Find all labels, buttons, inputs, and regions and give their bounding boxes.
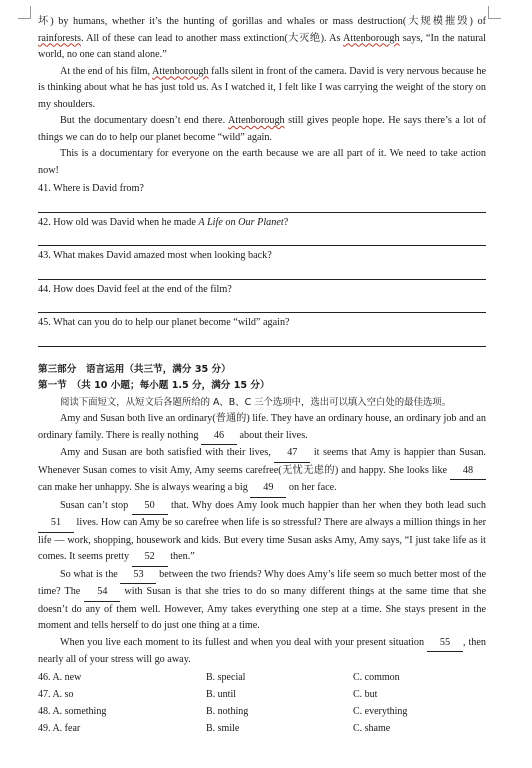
blank-51[interactable]: 51	[38, 515, 74, 533]
answer-line[interactable]	[38, 231, 486, 246]
option-a[interactable]: 47. A. so	[38, 688, 74, 700]
option-c[interactable]: C. everything	[353, 705, 408, 717]
option-c[interactable]: C. shame	[353, 722, 391, 734]
blank-46[interactable]: 46	[201, 428, 237, 446]
question-45: 45. What can you do to help our planet become “wild” again?	[38, 317, 290, 328]
option-b[interactable]: B. special	[206, 671, 246, 683]
option-b[interactable]: B. smile	[206, 722, 240, 734]
crop-mark-top-right	[488, 6, 501, 19]
question-41: 41. Where is David from?	[38, 183, 144, 194]
spellcheck-word: rainforests	[38, 32, 81, 44]
passage-paragraph: At the end of his film, Attenborough falls silent in front of the camera. David is very nervous because he is thinking about what he has just told us. As I watched it, I felt like I was carrying the weight of the story on my shoulders.	[38, 65, 486, 110]
passage-paragraph: This is a documentary for everyone on the earth because we are all part of it. We need to take action now!	[38, 148, 486, 176]
option-b[interactable]: B. nothing	[206, 705, 249, 717]
blank-52[interactable]: 52	[132, 549, 168, 567]
cloze-paragraph: So what is the 53 between the two friends? Why does Amy’s life seem so much better most of the time? The 54 with Susan is that she tries to do so many different things at the same time that she doesn’t do any of them well. However, Amy takes everything one step at a time. She stays present in the moment and tells herself to do just one thing at a time.	[38, 568, 486, 631]
blank-48[interactable]: 48	[450, 463, 486, 481]
answer-line[interactable]	[38, 198, 486, 213]
subsection-heading: 第一节 （共 10 小题；每小题 1.5 分，满分 15 分）	[38, 380, 270, 391]
spellcheck-word: Attenborough	[343, 32, 400, 44]
question-43: 43. What makes David amazed most when looking back?	[38, 250, 272, 261]
passage-paragraph: But the documentary doesn’t end there. Attenborough still gives people hope. He says there’s a lot of things we can do to help our planet become “wild” again.	[38, 115, 486, 143]
section-heading: 第三部分 语言运用（共三节，满分 35 分）	[38, 363, 231, 375]
instruction-text: 阅读下面短文，从短文后各题所给的 A、B、C 三个选项中，选出可以填入空白处的最佳选项。	[60, 396, 451, 408]
blank-49[interactable]: 49	[250, 480, 286, 498]
option-c[interactable]: C. but	[353, 688, 378, 700]
option-b[interactable]: B. until	[206, 688, 237, 700]
option-c[interactable]: C. common	[353, 671, 400, 683]
option-a[interactable]: 48. A. something	[38, 705, 107, 717]
blank-55[interactable]: 55	[427, 635, 463, 653]
crop-mark-top-left	[18, 6, 31, 19]
cloze-paragraph: Amy and Susan both live an ordinary(普通的) life. They have an ordinary house, an ordinary job and an ordinary family. There is really nothing 46 about their lives.	[38, 411, 486, 445]
question-44: 44. How does David feel at the end of the film?	[38, 283, 232, 295]
answer-line[interactable]	[38, 298, 486, 313]
cloze-paragraph: Amy and Susan are both satisfied with their lives, 47 it seems that Amy is happier than Susan. Whenever Susan comes to visit Amy, Amy seems carefree(无忧无虑的) and happy. She looks like 48 can make her unhappy. She is always wearing a big 49 on her face.	[38, 445, 486, 498]
blank-53[interactable]: 53	[120, 567, 156, 585]
answer-line[interactable]	[38, 265, 486, 280]
exam-page	[38, 14, 486, 737]
cloze-paragraph: Susan can’t stop 50 that. Why does Amy look much happier than her when they both lead such 51 lives. How can Amy be so carefree when life is so stressful? There are always a million things in her life — work, shopping, housework and kids. But every time Susan asks Amy, Amy says, “I just take life as it comes. It seems pretty 52 then.”	[38, 498, 486, 567]
spellcheck-word: Attenborough	[152, 65, 209, 77]
cloze-paragraph: When you live each moment to its fullest and when you deal with your present situation 55 , then nearly all of your stress will go away.	[38, 636, 486, 665]
question-42: 42. How old was David when he made A Life on Our Planet?	[38, 216, 289, 228]
option-a[interactable]: 49. A. fear	[38, 722, 81, 734]
spellcheck-word: Attenborough	[228, 115, 285, 126]
passage-paragraph: 坏) by humans, whether it’s the hunting of gorillas and whales or mass destruction(大规模摧毁) of rainforests. All of these can lead to another mass extinction(大灭绝). As Attenborough says, “In the natural world, no one can stand alone.”	[38, 16, 486, 60]
option-a[interactable]: 46. A. new	[38, 671, 82, 683]
answer-line[interactable]	[38, 332, 486, 347]
options-table	[38, 669, 486, 737]
blank-50[interactable]: 50	[132, 498, 168, 516]
blank-47[interactable]: 47	[274, 445, 310, 463]
blank-54[interactable]: 54	[84, 584, 120, 602]
